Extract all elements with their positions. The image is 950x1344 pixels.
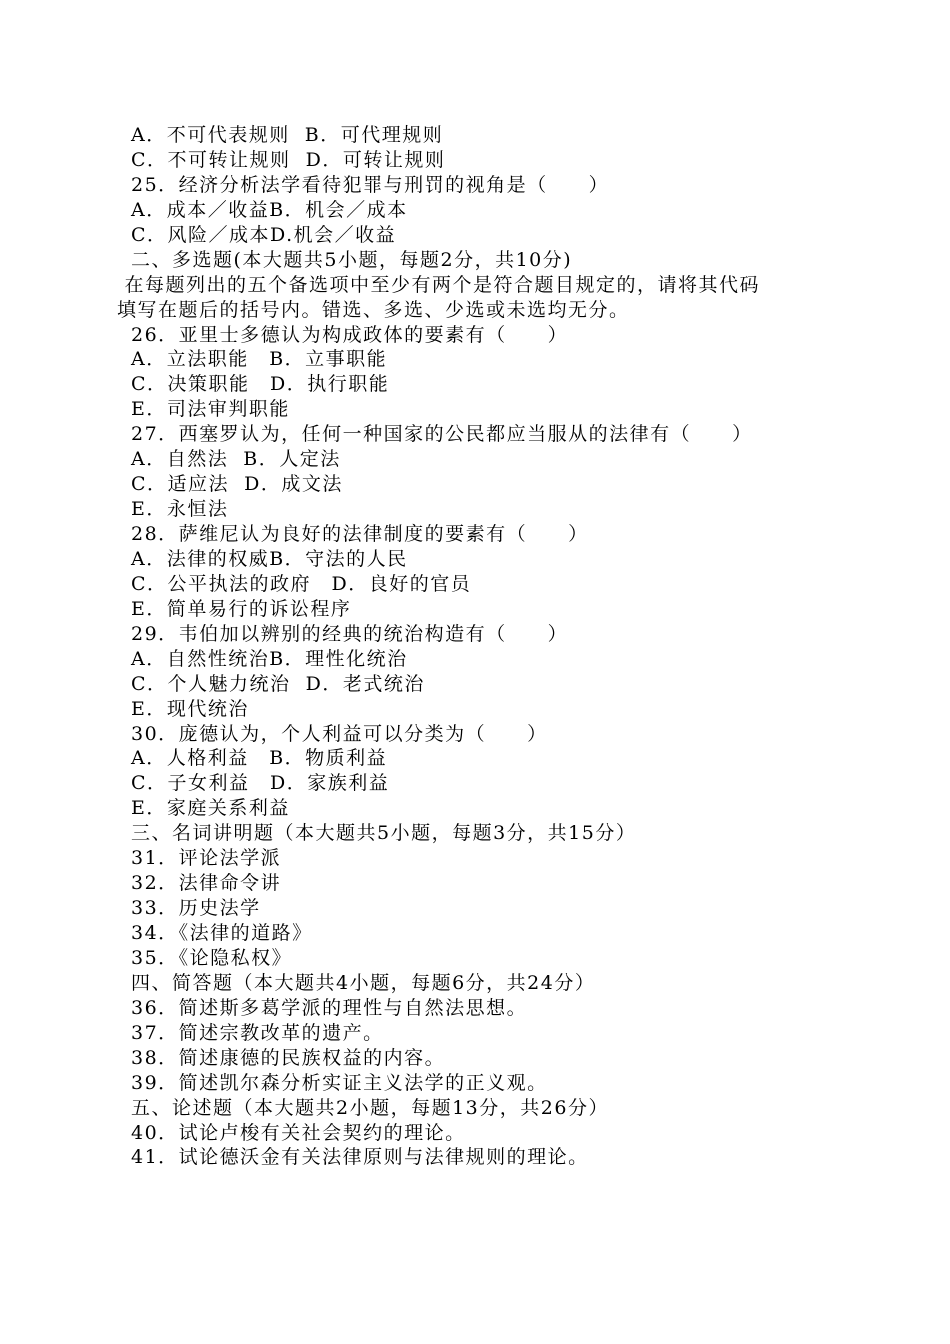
text-line: 26．亚里士多德认为构成政体的要素有（ ） <box>131 323 569 346</box>
text-line: A．法律的权威B．守法的人民 <box>131 547 408 570</box>
text-line: A．人格利益 B．物质利益 <box>131 747 388 770</box>
text-line: C．适应法 D．成文法 <box>131 473 343 496</box>
text-line: 36．简述斯多葛学派的理性与自然法思想。 <box>131 996 528 1019</box>
text-line: C．子女利益 D．家族利益 <box>131 772 390 795</box>
text-line: E．现代统治 <box>131 697 249 720</box>
text-line: 五、论述题（本大题共2小题，每题13分，共26分） <box>131 1096 609 1119</box>
text-line: C．公平执法的政府 D．良好的官员 <box>131 572 472 595</box>
text-line: C．个人魅力统治 D．老式统治 <box>131 672 425 695</box>
text-line: 35．《论隐私权》 <box>131 946 293 969</box>
text-line: 四、简答题（本大题共4小题，每题6分，共24分） <box>131 971 596 994</box>
text-line: 30．庞德认为，个人利益可以分类为（ ） <box>131 722 548 745</box>
text-line: 25．经济分析法学看待犯罪与刑罚的视角是（ ） <box>131 173 610 196</box>
text-line: 29．韦伯加以辨别的经典的统治构造有（ ） <box>131 622 569 645</box>
text-line: A．不可代表规则 B．可代理规则 <box>131 124 444 146</box>
text-line: A．成本／收益B．机会／成本 <box>131 198 408 221</box>
text-line: 32．法律命令讲 <box>131 872 282 895</box>
exam-text-block <box>117 123 837 1170</box>
text-line: 38．简述康德的民族权益的内容。 <box>131 1046 446 1069</box>
text-line: 二、多选题(本大题共5小题，每题2分，共10分) <box>131 248 573 271</box>
text-line: 31．评论法学派 <box>131 847 282 870</box>
text-line: 34．《法律的道路》 <box>131 922 313 944</box>
text-line: 39．简述凯尔森分析实证主义法学的正义观。 <box>131 1071 548 1094</box>
text-line: 41．试论德沃金有关法律原则与法律规则的理论。 <box>131 1146 589 1169</box>
text-line: C．决策职能 D．执行职能 <box>131 373 390 396</box>
text-line: C．风险／成本D.机会／收益 <box>131 223 397 246</box>
text-line: 28．萨维尼认为良好的法律制度的要素有（ ） <box>131 523 589 545</box>
text-line: 33．历史法学 <box>131 897 261 920</box>
text-line: A．自然性统治B．理性化统治 <box>131 647 408 670</box>
text-line: 27．西塞罗认为，任何一种国家的公民都应当服从的法律有（ ） <box>131 423 753 446</box>
text-line: E．永恒法 <box>131 498 229 521</box>
text-line: A．立法职能 B．立事职能 <box>131 348 388 371</box>
text-line: E．简单易行的诉讼程序 <box>131 597 352 620</box>
text-line: 40．试论卢梭有关社会契约的理论。 <box>131 1121 466 1144</box>
text-line: 37．简述宗教改革的遗产。 <box>131 1021 384 1044</box>
text-line: A．自然法 B．人定法 <box>131 448 341 471</box>
text-line: C．不可转让规则 D．可转让规则 <box>131 148 446 171</box>
text-line: 三、名词讲明题（本大题共5小题，每题3分，共15分） <box>131 822 637 845</box>
text-line: 填写在题后的括号内。错选、多选、少选或未选均无分。 <box>117 298 630 321</box>
text-line: E．司法审判职能 <box>131 398 290 421</box>
text-line: E．家庭关系利益 <box>131 797 290 820</box>
text-line: 在每题列出的五个备选项中至少有两个是符合题目规定的，请将其代码 <box>117 273 761 296</box>
